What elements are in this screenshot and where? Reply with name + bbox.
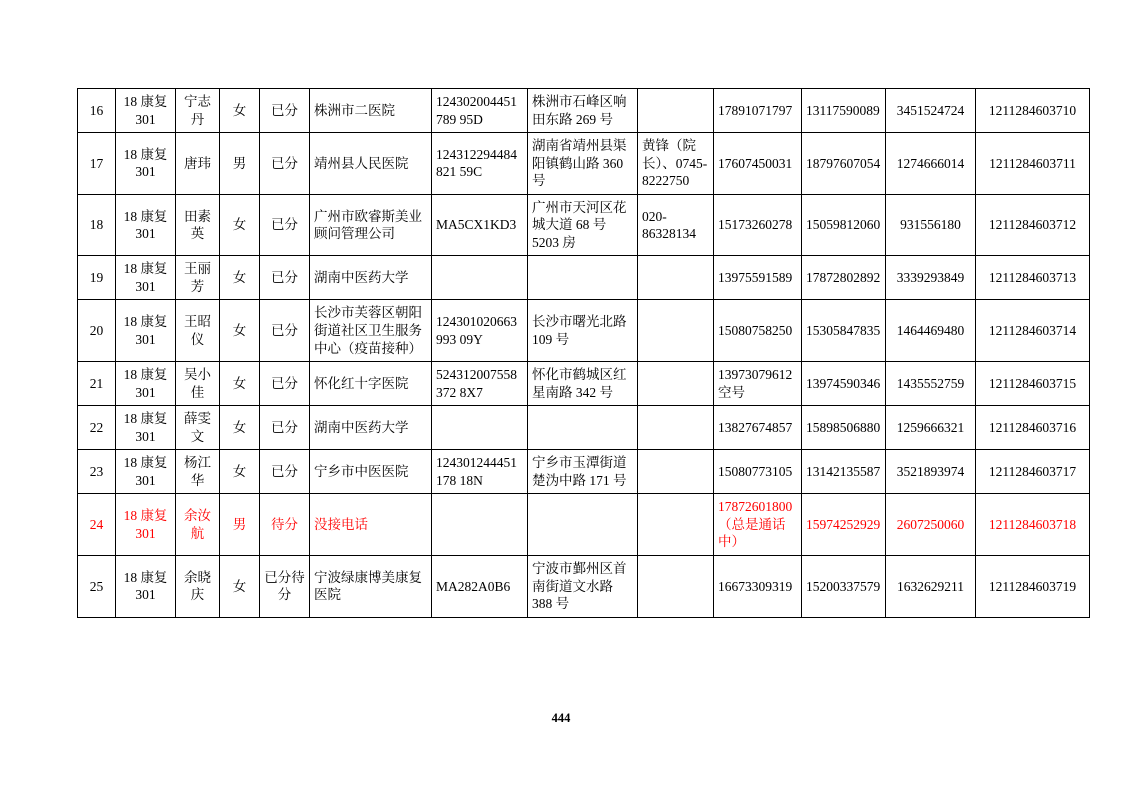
cell-unit: 株洲市二医院 [310, 89, 432, 133]
cell-name: 杨江华 [176, 450, 220, 494]
cell-gender: 女 [220, 406, 260, 450]
cell-num1: 3339293849 [886, 256, 976, 300]
cell-name: 王丽芳 [176, 256, 220, 300]
cell-phone2: 13142135587 [802, 450, 886, 494]
cell-group: 18 康复 301 [116, 362, 176, 406]
cell-group: 18 康复 301 [116, 194, 176, 256]
table-row [78, 556, 1090, 618]
cell-phone1: 15173260278 [714, 194, 802, 256]
cell-contact: 黄锋（院长）、0745-8222750 [638, 133, 714, 195]
cell-num1: 1464469480 [886, 300, 976, 362]
cell-unit: 怀化红十字医院 [310, 362, 432, 406]
cell-status: 已分 [260, 450, 310, 494]
cell-status: 已分 [260, 406, 310, 450]
cell-name: 唐玮 [176, 133, 220, 195]
cell-contact [638, 450, 714, 494]
cell-num2: 1211284603710 [976, 89, 1090, 133]
cell-phone2: 15059812060 [802, 194, 886, 256]
cell-name: 余晓庆 [176, 556, 220, 618]
cell-index: 19 [78, 256, 116, 300]
cell-index: 20 [78, 300, 116, 362]
cell-status: 待分 [260, 494, 310, 556]
cell-code [432, 494, 528, 556]
cell-address: 广州市天河区花城大道 68 号 5203 房 [528, 194, 638, 256]
cell-phone1: 17607450031 [714, 133, 802, 195]
cell-status: 已分 [260, 194, 310, 256]
cell-contact [638, 494, 714, 556]
cell-gender: 女 [220, 362, 260, 406]
cell-num2: 1211284603713 [976, 256, 1090, 300]
cell-address: 长沙市曙光北路 109 号 [528, 300, 638, 362]
cell-address: 株洲市石峰区响田东路 269 号 [528, 89, 638, 133]
cell-num2: 1211284603719 [976, 556, 1090, 618]
cell-contact [638, 89, 714, 133]
cell-group: 18 康复 301 [116, 89, 176, 133]
page-number: 444 [551, 711, 571, 725]
cell-num1: 3521893974 [886, 450, 976, 494]
cell-group: 18 康复 301 [116, 556, 176, 618]
cell-code: 124301244451178 18N [432, 450, 528, 494]
cell-group: 18 康复 301 [116, 450, 176, 494]
cell-code: 124301020663993 09Y [432, 300, 528, 362]
cell-gender: 男 [220, 494, 260, 556]
table-row [78, 194, 1090, 256]
cell-name: 田素英 [176, 194, 220, 256]
cell-phone2: 15305847835 [802, 300, 886, 362]
table-row [78, 362, 1090, 406]
cell-index: 24 [78, 494, 116, 556]
cell-phone2: 15898506880 [802, 406, 886, 450]
cell-address [528, 406, 638, 450]
cell-num1: 3451524724 [886, 89, 976, 133]
cell-index: 17 [78, 133, 116, 195]
cell-unit: 长沙市芙蓉区朝阳街道社区卫生服务中心（疫苗接种） [310, 300, 432, 362]
cell-phone1: 13975591589 [714, 256, 802, 300]
cell-group: 18 康复 301 [116, 256, 176, 300]
cell-name: 宁志丹 [176, 89, 220, 133]
cell-gender: 女 [220, 194, 260, 256]
cell-address [528, 494, 638, 556]
cell-index: 16 [78, 89, 116, 133]
cell-unit: 广州市欧睿斯美业顾问管理公司 [310, 194, 432, 256]
roster-table-body [78, 89, 1090, 618]
cell-phone2: 13117590089 [802, 89, 886, 133]
cell-phone2: 15200337579 [802, 556, 886, 618]
cell-status: 已分 [260, 89, 310, 133]
cell-num2: 1211284603716 [976, 406, 1090, 450]
cell-phone1: 17872601800（总是通话中） [714, 494, 802, 556]
cell-index: 23 [78, 450, 116, 494]
cell-contact [638, 300, 714, 362]
cell-phone2: 17872802892 [802, 256, 886, 300]
cell-code: 124302004451789 95D [432, 89, 528, 133]
cell-address [528, 256, 638, 300]
cell-index: 21 [78, 362, 116, 406]
table-row [78, 256, 1090, 300]
cell-gender: 女 [220, 556, 260, 618]
cell-phone2: 15974252929 [802, 494, 886, 556]
cell-phone1: 15080773105 [714, 450, 802, 494]
cell-unit: 宁乡市中医医院 [310, 450, 432, 494]
cell-status: 已分 [260, 133, 310, 195]
cell-group: 18 康复 301 [116, 494, 176, 556]
cell-num2: 1211284603712 [976, 194, 1090, 256]
cell-phone1: 15080758250 [714, 300, 802, 362]
roster-table-container [77, 88, 1077, 618]
cell-status: 已分 [260, 300, 310, 362]
cell-group: 18 康复 301 [116, 300, 176, 362]
cell-code [432, 406, 528, 450]
table-row [78, 300, 1090, 362]
cell-unit: 湖南中医药大学 [310, 406, 432, 450]
cell-gender: 女 [220, 256, 260, 300]
cell-index: 18 [78, 194, 116, 256]
cell-num1: 1259666321 [886, 406, 976, 450]
cell-contact [638, 406, 714, 450]
cell-unit: 湖南中医药大学 [310, 256, 432, 300]
table-row [78, 450, 1090, 494]
cell-status: 已分 [260, 362, 310, 406]
cell-gender: 男 [220, 133, 260, 195]
cell-code: 124312294484821 59C [432, 133, 528, 195]
cell-num2: 1211284603714 [976, 300, 1090, 362]
cell-num1: 1435552759 [886, 362, 976, 406]
cell-status: 已分 [260, 256, 310, 300]
cell-num2: 1211284603718 [976, 494, 1090, 556]
cell-name: 吴小佳 [176, 362, 220, 406]
table-row [78, 133, 1090, 195]
cell-phone2: 18797607054 [802, 133, 886, 195]
cell-contact: 020-86328134 [638, 194, 714, 256]
cell-contact [638, 362, 714, 406]
cell-num1: 931556180 [886, 194, 976, 256]
cell-gender: 女 [220, 450, 260, 494]
cell-contact [638, 256, 714, 300]
cell-num2: 1211284603715 [976, 362, 1090, 406]
cell-status: 已分待分 [260, 556, 310, 618]
cell-index: 22 [78, 406, 116, 450]
cell-address: 宁乡市玉潭街道楚沩中路 171 号 [528, 450, 638, 494]
cell-unit: 宁波绿康博美康复医院 [310, 556, 432, 618]
cell-group: 18 康复 301 [116, 406, 176, 450]
cell-contact [638, 556, 714, 618]
cell-phone2: 13974590346 [802, 362, 886, 406]
table-row-highlighted [78, 494, 1090, 556]
cell-phone1: 16673309319 [714, 556, 802, 618]
cell-phone1: 13973079612 空号 [714, 362, 802, 406]
cell-num1: 1274666014 [886, 133, 976, 195]
cell-address: 宁波市鄞州区首南街道文水路 388 号 [528, 556, 638, 618]
roster-table [77, 88, 1090, 618]
cell-address: 湖南省靖州县渠阳镇鹤山路 360 号 [528, 133, 638, 195]
cell-address: 怀化市鹤城区红星南路 342 号 [528, 362, 638, 406]
cell-group: 18 康复 301 [116, 133, 176, 195]
cell-code: 524312007558372 8X7 [432, 362, 528, 406]
cell-gender: 女 [220, 300, 260, 362]
cell-phone1: 17891071797 [714, 89, 802, 133]
cell-code: MA282A0B6 [432, 556, 528, 618]
cell-code [432, 256, 528, 300]
cell-name: 薛雯文 [176, 406, 220, 450]
table-row [78, 406, 1090, 450]
cell-num2: 1211284603717 [976, 450, 1090, 494]
cell-phone1: 13827674857 [714, 406, 802, 450]
table-row [78, 89, 1090, 133]
cell-unit: 没接电话 [310, 494, 432, 556]
cell-code: MA5CX1KD3 [432, 194, 528, 256]
cell-gender: 女 [220, 89, 260, 133]
cell-unit: 靖州县人民医院 [310, 133, 432, 195]
cell-num2: 1211284603711 [976, 133, 1090, 195]
cell-num1: 1632629211 [886, 556, 976, 618]
cell-name: 王昭仪 [176, 300, 220, 362]
cell-index: 25 [78, 556, 116, 618]
cell-num1: 2607250060 [886, 494, 976, 556]
cell-name: 余汝航 [176, 494, 220, 556]
